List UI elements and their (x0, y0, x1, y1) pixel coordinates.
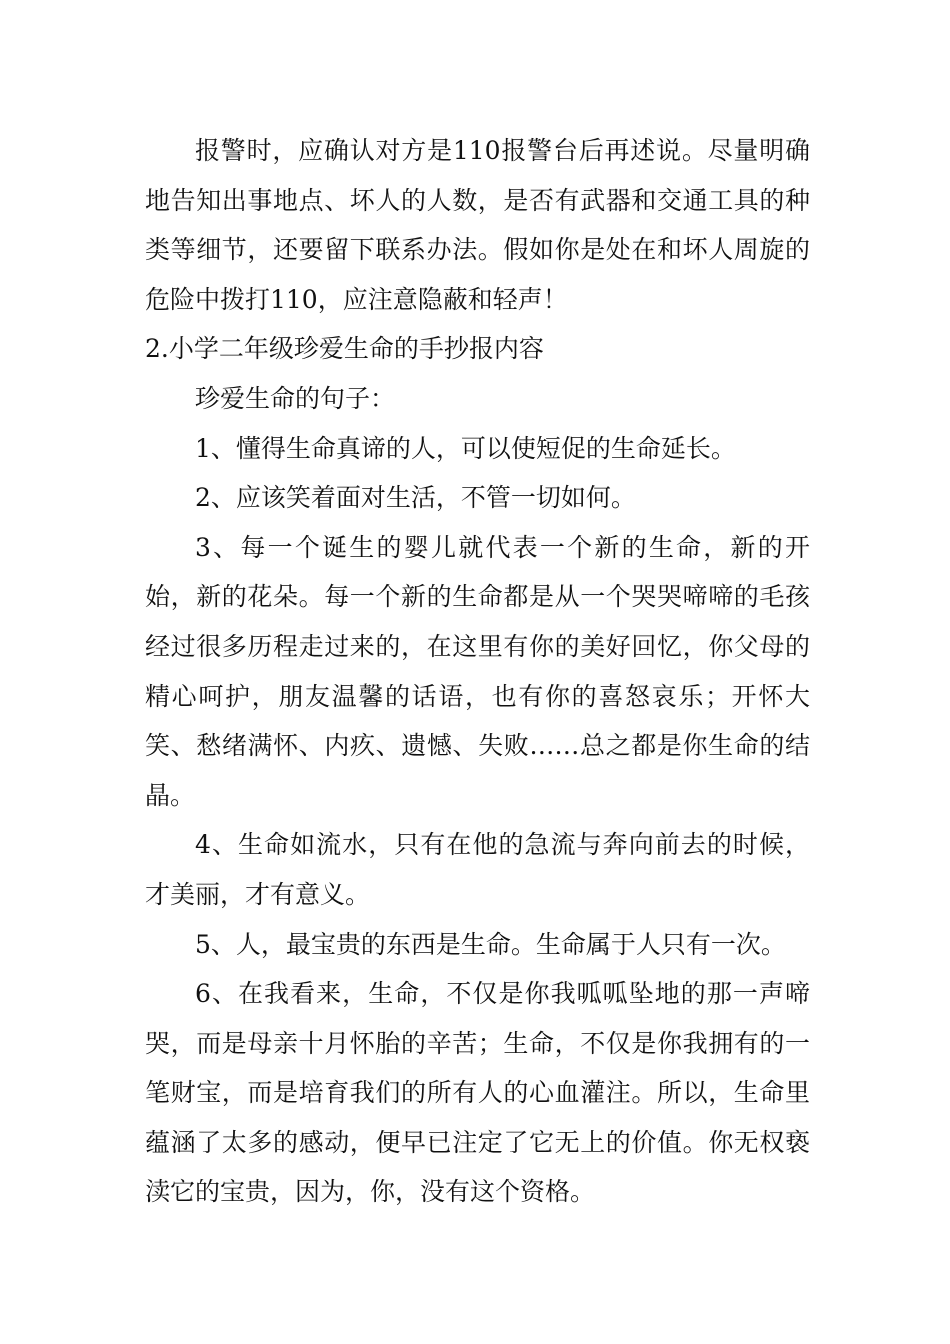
section-heading: 2.小学二年级珍爱生命的手抄报内容 (145, 334, 544, 364)
document-body (145, 126, 810, 1217)
paragraph-item-4: 4、生命如流水，只有在他的急流与奔向前去的时候，才美丽，才有意义。 (145, 830, 810, 909)
paragraph-intro: 珍爱生命的句子： (195, 383, 396, 413)
paragraph-item-3: 3、每一个诞生的婴儿就代表一个新的生命，新的开始，新的花朵。每一个新的生命都是从一个哭哭啼啼的毛孩经过很多历程走过来的，在这里有你的美好回忆，你父母的精心呵护，朋友温馨的话语，也有你的喜怒哀乐；开怀大笑、愁绪满怀、内疚、遗憾、失败……总之都是你生命的结晶。 (145, 532, 810, 810)
paragraph-police-report: 报警时，应确认对方是110报警台后再述说。尽量明确地告知出事地点、坏人的人数，是否有武器和交通工具的种类等细节，还要留下联系办法。假如你是处在和坏人周旋的危险中拨打110，应注意隐蔽和轻声！ (145, 136, 810, 314)
paragraph-item-2: 2、应该笑着面对生活，不管一切如何。 (195, 483, 636, 513)
paragraph-item-5: 5、人，最宝贵的东西是生命。生命属于人只有一次。 (195, 929, 786, 959)
paragraph-item-1: 1、懂得生命真谛的人，可以使短促的生命延长。 (195, 433, 736, 463)
paragraph-item-6: 6、在我看来，生命，不仅是你我呱呱坠地的那一声啼哭，而是母亲十月怀胎的辛苦；生命，不仅是你我拥有的一笔财宝，而是培育我们的所有人的心血灌注。所以，生命里蕴涵了太多的感动，便早已注定了它无上的价值。你无权亵渎它的宝贵，因为，你，没有这个资格。 (145, 979, 810, 1207)
